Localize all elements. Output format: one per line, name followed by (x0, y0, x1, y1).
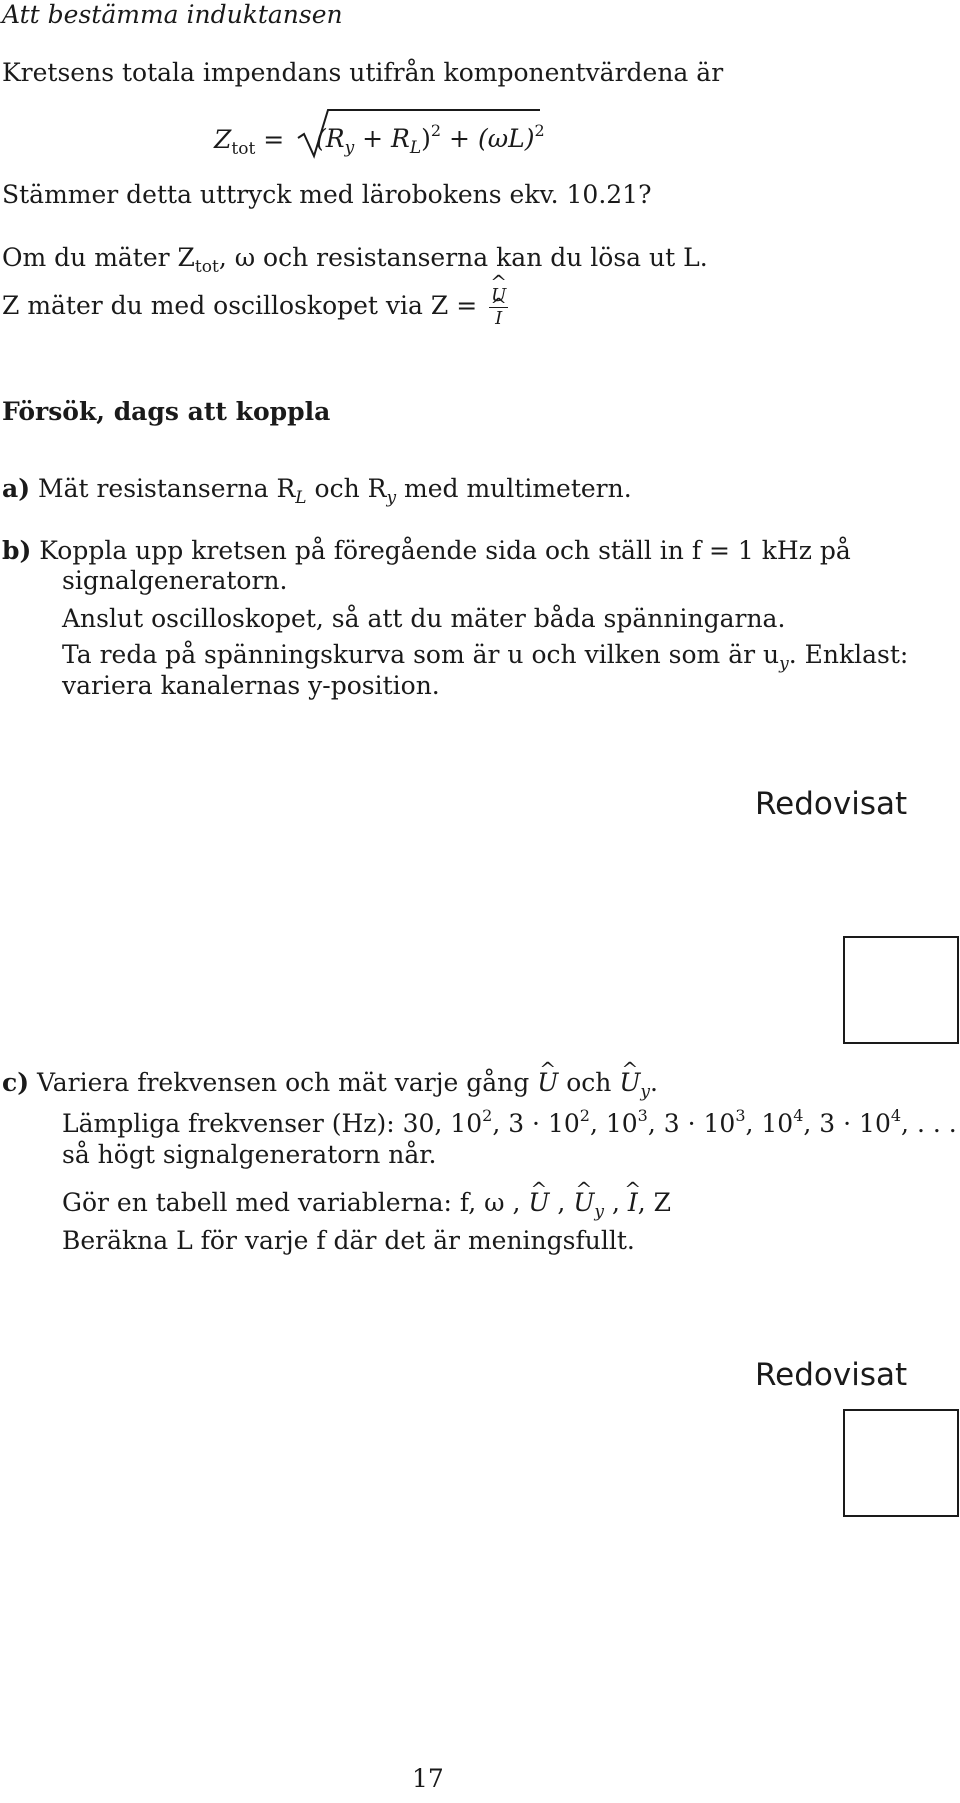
item-b-line5: variera kanalernas y-position. (62, 671, 440, 700)
intro-line-measure (2, 243, 708, 276)
item-c-line3: så högt signalgeneratorn når. (62, 1140, 437, 1169)
item-a-text-c: med multimetern. (396, 474, 632, 503)
section-title: Försök, dags att koppla (2, 397, 331, 426)
item-c-text-1c: . (650, 1068, 658, 1097)
freq-d: , 3 · 10 (647, 1109, 736, 1138)
vars-u-hat: ^ U (528, 1188, 549, 1218)
intro-line-question: Stämmer detta uttryck med lärobokens ekv. 10.21? (2, 180, 652, 209)
formula-equals: = (263, 125, 285, 154)
item-b-text-1: Koppla upp kretsen på föregående sida och ställ in f = 1 kHz på (39, 536, 851, 565)
item-b-sub-y: y (779, 654, 789, 674)
freq-exp-a: 2 (482, 1106, 493, 1125)
item-b-text-4b: . Enklast: (788, 640, 909, 669)
item-b-line1 (2, 536, 851, 566)
radicand-exp1: 2 (430, 121, 442, 140)
item-c-line4 (62, 1188, 671, 1221)
freq-e: , 10 (745, 1109, 794, 1138)
radicand-ry-sub: y (344, 138, 355, 158)
freq-exp-e: 4 (793, 1106, 804, 1125)
intro-line-oscilloscope (2, 285, 512, 330)
vars-i-hat: ^ I (628, 1188, 638, 1218)
freq-g: , . . . (901, 1109, 957, 1138)
redovisat-label-1: Redovisat (755, 786, 908, 822)
vars-uy-sub: y (594, 1202, 604, 1222)
page-header-title: Att bestämma induktansen (2, 0, 343, 29)
item-a-sub-l: L (295, 488, 307, 508)
vars-c: , (604, 1188, 628, 1217)
item-b-text-4a: Ta reda på spänningskurva som är u och vilken som är u (62, 640, 780, 669)
impedance-formula-lhs (214, 125, 284, 158)
redovisat-checkbox-2[interactable] (843, 1409, 959, 1517)
item-b-label: b) (2, 536, 32, 565)
item-a-label: a) (2, 474, 31, 503)
page-number: 17 (412, 1764, 444, 1793)
redovisat-label-2: Redovisat (755, 1357, 908, 1393)
item-a-sub-y: y (386, 488, 397, 508)
vars-d: , Z (637, 1188, 671, 1217)
vars-a: Gör en tabell med variablerna: f, ω , (62, 1188, 529, 1217)
square-root-radicand (316, 121, 545, 158)
freq-c: , 10 (589, 1109, 638, 1138)
freq-exp-b: 2 (579, 1106, 590, 1125)
freq-a: Lämpliga frekvenser (Hz): 30, 10 (62, 1109, 483, 1138)
item-c-line1 (2, 1068, 658, 1101)
fraction-numerator: ^ U (491, 285, 506, 307)
radicand-rl: + R (354, 124, 410, 153)
item-c-label: c) (2, 1068, 30, 1097)
formula-z-subscript: tot (231, 139, 256, 159)
item-b-line3: Anslut oscilloskopet, så att du mäter båda spänningarna. (62, 604, 786, 633)
freq-f: , 3 · 10 (803, 1109, 891, 1138)
item-c-text-1a: Variera frekvensen och mät varje gång (37, 1068, 538, 1097)
measure-text-b: , ω och resistanserna kan du lösa ut L. (218, 243, 708, 272)
oscilloscope-text: Z mäter du med oscilloskopet via Z = (2, 291, 478, 320)
formula-z: Z (214, 125, 232, 154)
redovisat-checkbox-1[interactable] (843, 936, 959, 1044)
item-a (2, 474, 632, 507)
item-b-line4 (62, 640, 908, 673)
measure-sub-tot: tot (194, 257, 219, 277)
vars-b: , (549, 1188, 574, 1217)
freq-exp-f: 4 (890, 1106, 902, 1125)
item-c-u-hat: ^ U (537, 1068, 558, 1098)
fraction-u-over-i (489, 285, 508, 330)
item-a-text-b: och R (306, 474, 387, 503)
square-root-expression (296, 108, 545, 160)
item-c-uy-sub: y (640, 1082, 651, 1102)
intro-line-impedance: Kretsens totala impendans utifrån komponentvärdena är (2, 58, 724, 87)
fraction-denominator: ^ I (495, 308, 502, 330)
freq-exp-d: 3 (735, 1106, 746, 1125)
item-a-text-a: Mät resistanserna R (37, 474, 296, 503)
freq-exp-c: 3 (637, 1106, 648, 1125)
measure-text-a: Om du mäter Z (2, 243, 195, 272)
radicand-ry: (R (316, 124, 345, 153)
item-c-line2 (62, 1106, 957, 1142)
radicand-rl-sub: L (409, 138, 422, 158)
item-c-text-1b: och (558, 1068, 620, 1097)
freq-b: , 3 · 10 (492, 1109, 580, 1138)
radicand-close: ) (421, 124, 431, 153)
vars-uy-hat: ^ U (573, 1188, 594, 1218)
item-c-line5: Beräkna L för varje f där det är meningsfullt. (62, 1226, 635, 1255)
item-c-uy-hat: ^ U (619, 1068, 640, 1098)
radicand-omega-l: + (ωL) (441, 124, 535, 153)
item-b-line2: signalgeneratorn. (62, 566, 288, 595)
radicand-exp2: 2 (534, 121, 545, 140)
